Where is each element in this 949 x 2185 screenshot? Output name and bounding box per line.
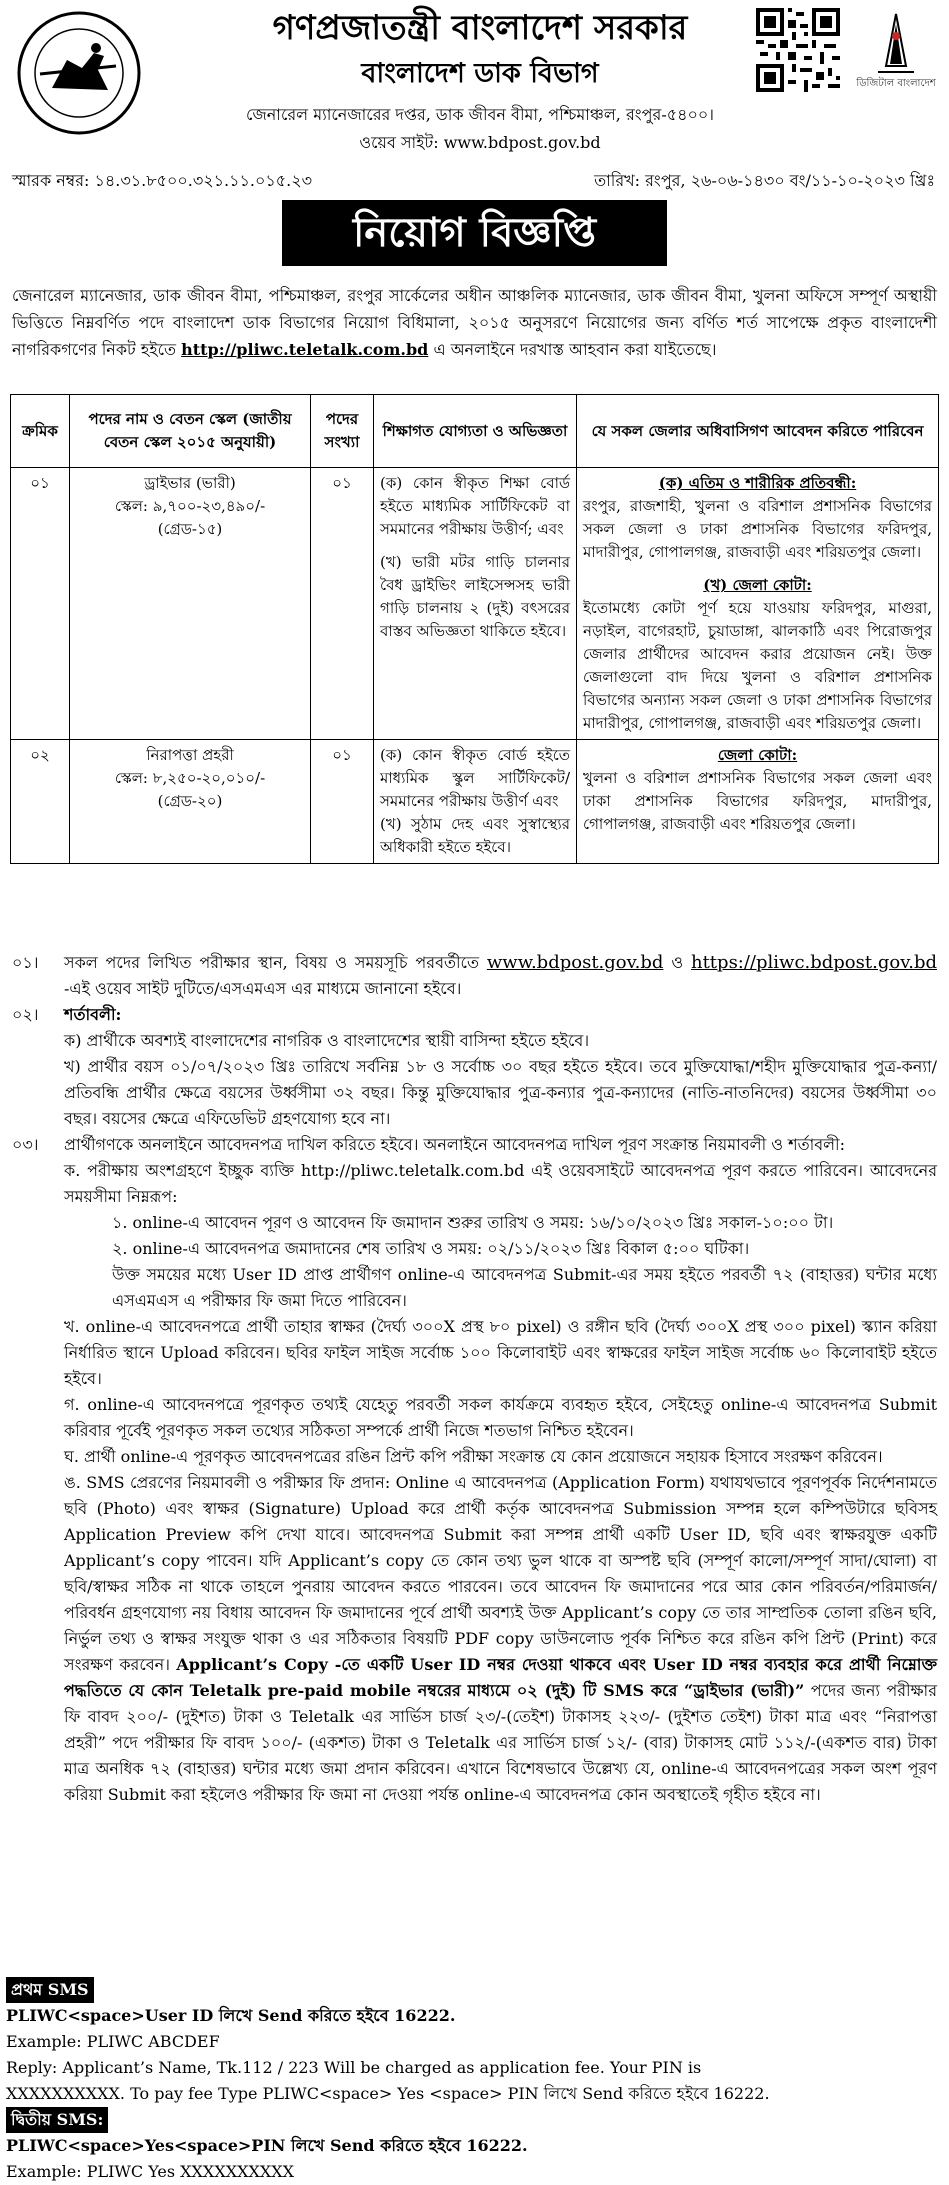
sms-instructions [6, 1977, 941, 2185]
post-cell [70, 740, 311, 864]
section-2-title: শর্তাবলী: [64, 1005, 122, 1024]
quota-text-b: ইতোমধ্যে কোটা পূর্ণ হয়ে যাওয়ায় ফরিদপুর, মাগুরা, নড়াইল, বাগেরহাট, চুয়াডাঙ্গা, ঝালকাঠি এবং পিরোজপুর জেলার প্রার্থীদের আবেদন করার প্রয়োজন নেই। উক্ত জেলাগুলো বাদ দিয়ে খুলনা ও বরিশাল প্রশাসনিক বিভাগের অন্যান্য সকল জেলা ও ঢাকা প্রশাসনিক বিভাগের মাদারীপুর, গোপালগঞ্জ, রাজবাড়ী এবং শরিয়তপুর জেলা। [583, 599, 932, 732]
qualification-a: (ক) কোন স্বীকৃত শিক্ষা বোর্ড হইতে মাধ্যমিক সার্টিফিকেট বা সমমানের পরীক্ষায় উত্তীর্ণ; এবং [380, 474, 570, 538]
sms-reply-line-2: XXXXXXXXXX. To pay fee Type PLIWC<space> Yes <space> PIN লিখে Send করিতে হইবে 16222. [6, 2084, 770, 2103]
memo-date: তারিখ: রংপুর, ২৬-০৬-১৪৩০ বং/১১-১০-২০২৩ খ্রিঃ [594, 171, 935, 190]
qualification-cell [374, 740, 577, 864]
second-sms-example: Example: PLIWC Yes XXXXXXXXXX [6, 2162, 295, 2181]
quota-heading-b: (খ) জেলা কোটা: [703, 576, 812, 594]
rule-ka-2: ২. online-এ আবেদনপত্র জমাদানের শেষ তারিখ ও সময়: ০২/১১/২০২৩ খ্রিঃ বিকাল ৫:০০ ঘটিকা। [112, 1239, 750, 1258]
rule-ka-1: ১. online-এ আবেদন পূরণ ও আবেদন ফি জমাদান শুরুর তারিখ ও সময়: ১৬/১০/২০২৩ খ্রিঃ সকাল-১০:০০ টা। [112, 1213, 834, 1232]
pay-scale: স্কেল: ৯,৭০০-২৩,৪৯০/- [114, 497, 266, 515]
section-2 [12, 1002, 937, 1028]
post-count: ০১ [311, 740, 374, 864]
bdpost-link[interactable]: www.bdpost.gov.bd [486, 952, 664, 973]
header-districts: যে সকল জেলার অধিবাসিগণ আবেদন করিতে পারিবেন [577, 395, 939, 468]
grade: (গ্রেড-২০) [157, 792, 223, 810]
sms-reply-line-1: Reply: Applicant’s Name, Tk.112 / 223 Will be charged as application fee. Your PIN is [6, 2058, 702, 2077]
rule-uma-text: ঙ. SMS প্রেরণের নিয়মাবলী ও পরীক্ষার ফি প্রদান: Online এ আবেদনপত্র (Application Form) যথাযথভাবে পূরণপূর্বক নির্দেশনামতে ছবি (Photo) এবং স্বাক্ষর (Signature) Upload করে প্রার্থী কর্তৃক আবেদনপত্র Submission সম্পন্ন হলে কম্পিউটারে ছবিসহ Application Preview কপি দেখা যাবে। আবেদনপত্র Submit করা সম্পন্ন প্রার্থী একটি User ID, ছবি এবং স্বাক্ষরযুক্ত একটি Applicant’s copy পাবেন। যদি Applicant’s copy তে কোন তথ্য ভুল থাকে বা অস্পষ্ট ছবি (সম্পূর্ণ কালো/সম্পূর্ণ সাদা/ঘোলা) বা ছবি/স্বাক্ষর সঠিক না থাকে তাহলে পুনরায় আবেদন করতে পারবেন। তবে আবেদন ফি জমাদানের পরে আর কোন পরিবর্তন/পরিমার্জন/ পরিবর্ধন গ্রহণযোগ্য নয় বিধায় আবেদন ফি জমাদানের পূর্বে প্রার্থী অবশ্যই উক্ত Applicant’s copy তে তার সাম্প্রতিক তোলা রঙিন ছবি, নির্ভুল তথ্য ও স্বাক্ষর সংযুক্ত থাকা ও এর সঠিকতার বিষয়টি PDF copy ডাউনলোড পূর্বক নিশ্চিত করে রঙিন কপি প্রিন্ট (Print) করে সংরক্ষণ করবেন। [64, 1473, 937, 1674]
post-name: ড্রাইভার (ভারী) [144, 474, 236, 492]
quota-heading: জেলা কোটা: [717, 746, 798, 764]
section-number: ০২। [12, 1005, 39, 1024]
header-qualification: শিক্ষাগত যোগ্যতা ও অভিজ্ঞতা [374, 395, 577, 468]
notice-body [12, 950, 937, 1808]
districts-cell [577, 468, 939, 740]
header-serial: ক্রমিক [11, 395, 70, 468]
table-header-row [11, 395, 939, 468]
first-sms-heading: প্রথম SMS [6, 1977, 94, 2003]
first-sms-command: PLIWC<space>User ID লিখে Send করিতে হইবে 16222. [6, 2006, 456, 2025]
second-sms-command: PLIWC<space>Yes<space>PIN লিখে Send করিতে হইবে 16222. [6, 2136, 528, 2155]
rule-gha: ঘ. প্রার্থী online-এ পূরণকৃত আবেদনপত্রের রঙিন প্রিন্ট কপি পরীক্ষা সংক্রান্ত যে কোন প্রয়োজনে সহায়ক হিসাবে সংরক্ষণ করিবেন। [64, 1447, 883, 1466]
section-1-and: ও [671, 953, 684, 972]
recruitment-banner: নিয়োগ বিজ্ঞপ্তি [282, 200, 667, 266]
qualification-cell [374, 468, 577, 740]
qualification-b: (খ) ভারী মটর গাড়ি চালনার বৈধ ড্রাইভিং লাইসেন্সসহ ভারী গাড়ি চালনায় ২ (দুই) বৎসরের বাস্তব অভিজ্ঞতা থাকিতে হইবে। [380, 553, 570, 640]
post-name: নিরাপত্তা প্রহরী [146, 746, 234, 764]
website-text: ওয়েব সাইট: www.bdpost.gov.bd [359, 133, 601, 152]
grade: (গ্রেড-১৫) [157, 520, 223, 538]
pliwc-link[interactable]: https://pliwc.bdpost.gov.bd [690, 952, 937, 973]
bangladesh-post-logo [12, 8, 147, 138]
quota-text-a: রংপুর, রাজশাহী, খুলনা ও বরিশাল প্রশাসনিক বিভাগের সকল জেলা ও ঢাকা প্রশাসনিক বিভাগের ফরিদপুর, মাদারীপুর, গোপালগঞ্জ, রাজবাড়ী এবং শরিয়তপুর জেলা। [583, 497, 932, 561]
pay-scale: স্কেল: ৮,২৫০-২০,০১০/- [114, 769, 266, 787]
section-3 [12, 1132, 937, 1158]
header-post: পদের নাম ও বেতন স্কেল (জাতীয় বেতন স্কেল ২০১৫ অনুযায়ী) [70, 395, 311, 468]
qualification-b: (খ) সুঠাম দেহ এবং সুস্বাস্থ্যের অধিকারী হইতে হইবে। [380, 815, 570, 856]
qr-code-icon [756, 8, 840, 92]
rule-kha: খ. online-এ আবেদনপত্রে প্রার্থী তাহার স্বাক্ষর (দৈর্ঘ্য ৩০০X প্রস্থ ৮০ pixel) ও রঙ্গীন ছবি (দৈর্ঘ্য ৩০০X প্রস্থ ৩০০ pixel) স্ক্যান করিয়া নির্ধারিত স্থানে Upload করিবেন। ছবির ফাইল সাইজ সর্বোচ্চ ১০০ কিলোবাইট এবং স্বাক্ষরের ফাইল সাইজ সর্বোচ্চ ৬০ কিলোবাইট হইতে হইবে। [64, 1317, 937, 1388]
vacancy-table [10, 394, 939, 864]
section-1-text-b: -এই ওয়েব সাইট দুটিতে/এসএমএস এর মাধ্যমে জানানো হইবে। [64, 979, 462, 998]
first-sms-example: Example: PLIWC ABCDEF [6, 2032, 220, 2051]
rule-ga: গ. online-এ আবেদনপত্রে পূরণকৃত তথ্যই যেহেতু পরবর্তী সকল কার্যক্রমে ব্যবহৃত হইবে, সেইহেতু online-এ আবেদনপত্র Submit করিবার পূর্বেই পূরণকৃত সকল তথ্যের সঠিকতা সম্পর্কে প্রার্থী নিজে শতভাগ নিশ্চিত হইবেন। [64, 1395, 937, 1440]
section-number: ০১। [12, 953, 39, 972]
districts-cell [577, 740, 939, 864]
row-serial: ০১ [11, 468, 70, 740]
row-serial: ০২ [11, 740, 70, 864]
intro-paragraph [12, 282, 937, 363]
condition-a: ক) প্রার্থীকে অবশ্যই বাংলাদেশের নাগরিক ও বাংলাদেশের স্থায়ী বাসিন্দা হইতে হইবে। [64, 1031, 590, 1050]
section-1-text-a: সকল পদের লিখিত পরীক্ষার স্থান, বিষয় ও সময়সূচি পরবর্তীতে [64, 953, 479, 972]
rule-ka: ক. পরীক্ষায় অংশগ্রহণে ইচ্ছুক ব্যক্তি http://pliwc.teletalk.com.bd এই ওয়েবসাইটে আবেদনপত্র পূরণ করতে পারিবেন। আবেদনের সময়সীমা নিম্নরূপ: [64, 1161, 937, 1206]
memo-number: স্মারক নম্বর: ১৪.৩১.৮৫০০.৩২১.১১.০১৫.২৩ [12, 171, 313, 190]
intro-text-end: এ অনলাইনে দরখাস্ত আহবান করা যাইতেছে। [433, 340, 717, 359]
government-title: গণপ্রজাতন্ত্রী বাংলাদেশ সরকার [272, 8, 688, 48]
section-1 [12, 950, 937, 1002]
section-3-intro: প্রার্থীগণকে অনলাইনে আবেদনপত্র দাখিল করিতে হইবে। অনলাইনে আবেদনপত্র দাখিল পূরণ সংক্রান্ত নিয়মাবলী ও শর্তাবলী: [64, 1135, 846, 1154]
post-cell [70, 468, 311, 740]
qualification-a: (ক) কোন স্বীকৃত বোর্ড হইতে মাধ্যমিক স্কুল সার্টিফিকেট/ সমমানের পরীক্ষায় উত্তীর্ণ এবং [380, 746, 570, 810]
table-row [11, 740, 939, 864]
application-link[interactable]: http://pliwc.teletalk.com.bd [181, 340, 429, 359]
second-sms-heading: দ্বিতীয় SMS: [6, 2107, 108, 2133]
intro-text: জেনারেল ম্যানেজার, ডাক জীবন বীমা, পশ্চিমাঞ্চল, রংপুর সার্কেলের অধীন আঞ্চলিক ম্যানেজার, ডাক জীবন বীমা, খুলনা অফিসে সম্পূর্ণ অস্থায়ী ভিত্তিতে নিম্নবর্ণিত পদে বাংলাদেশ ডাক বিভাগের নিয়োগ বিধিমালা, ২০১৫ অনুসরণে নিয়োগের জন্য বর্ণিত শর্ত সাপেক্ষে প্রকৃত বাংলাদেশী নাগরিকগণের নিকট হইতে [12, 286, 937, 359]
rule-ka-3: উক্ত সময়ের মধ্যে User ID প্রাপ্ত প্রার্থীগণ online-এ আবেদনপত্র Submit-এর সময় হইতে পরবর্তী ৭২ (বাহাত্তর) ঘন্টার মধ্যে এসএমএস এ পরীক্ষার ফি জমা দিতে পারিবেন। [112, 1265, 937, 1310]
office-address: জেনারেল ম্যানেজারের দপ্তর, ডাক জীবন বীমা, পশ্চিমাঞ্চল, রংপুর-৫৪০০। [245, 105, 715, 124]
digital-bangladesh-label: ডিজিটাল বাংলাদেশ [856, 78, 936, 89]
quota-heading-a: (ক) এতিম ও শারীরিক প্রতিবন্ধী: [658, 474, 857, 492]
rule-uma-end: পদের জন্য পরীক্ষার ফি বাবদ ২০০/- (দুইশত) টাকা ও Teletalk এর সার্ভিস চার্জ ২৩/-(তেইশ) টাকাসহ ২২৩/- (দুইশত তেইশ) টাকা মাত্র এবং “নিরাপত্তা প্রহরী” পদে পরীক্ষার ফি বাবদ ১০০/- (একশত) টাকা ও Teletalk এর সার্ভিস চার্জ ১২/- (বার) টাকাসহ মোট ১১২/-(একশত বার) টাকা মাত্র অনধিক ৭২ (বাহাত্তর) ঘন্টার মধ্যে জমা প্রদান করিবেন। এখানে বিশেষভাবে উল্লেখ্য যে, online-এ আবেদনপত্রের সকল অংশ পূরণ করিয়া Submit করা হইলেও পরীক্ষার ফি জমা না দেওয়া পর্যন্ত online-এ আবেদনপত্র কোন অবস্থাতেই গৃহীত হইবে না। [64, 1681, 937, 1804]
rule-uma-bold: Applicant’s Copy -তে একটি User ID নম্বর দেওয়া থাকবে এবং User ID নম্বর ব্যবহার করে প্রার্থী নিম্নোক্ত পদ্ধতিতে যে কোন Teletalk pre-paid mobile নম্বরের মাধ্যমে ০২ (দুই) টি SMS করে “ড্রাইভার (ভারী)” [64, 1655, 937, 1700]
condition-b: খ) প্রার্থীর বয়স ০১/০৭/২০২৩ খ্রিঃ তারিখে সর্বনিম্ন ১৮ ও সর্বোচ্চ ৩০ বছর হইতে হইবে। তবে মুক্তিযোদ্ধা/শহীদ মুক্তিযোদ্ধার পুত্র-কন্যা/প্রতিবন্ধি প্রার্থীর ক্ষেত্রে বয়সের উর্ধ্বসীমা ৩২ বছর। কিন্তু মুক্তিযোদ্ধার পুত্র-কন্যার পুত্র-কন্যাদের (নাতি-নাতনিদের) বয়সের উর্ধ্বসীমা ৩০ বছর। বয়সের ক্ষেত্রে এফিডেভিট গ্রহণযোগ্য হবে না। [64, 1057, 937, 1128]
table-row [11, 468, 939, 740]
section-number: ০৩। [12, 1135, 39, 1154]
rule-uma [12, 1470, 937, 1808]
quota-text: খুলনা ও বরিশাল প্রশাসনিক বিভাগের সকল জেলা এবং ঢাকা প্রশাসনিক বিভাগের ফরিদপুর, মাদারীপুর, গোপালগঞ্জ, রাজবাড়ী এবং শরিয়তপুর জেলা। [583, 769, 932, 833]
header-count: পদের সংখ্যা [311, 395, 374, 468]
department-title: বাংলাদেশ ডাক বিভাগ [361, 58, 599, 89]
post-count: ০১ [311, 468, 374, 740]
section-1-text [64, 950, 937, 1002]
